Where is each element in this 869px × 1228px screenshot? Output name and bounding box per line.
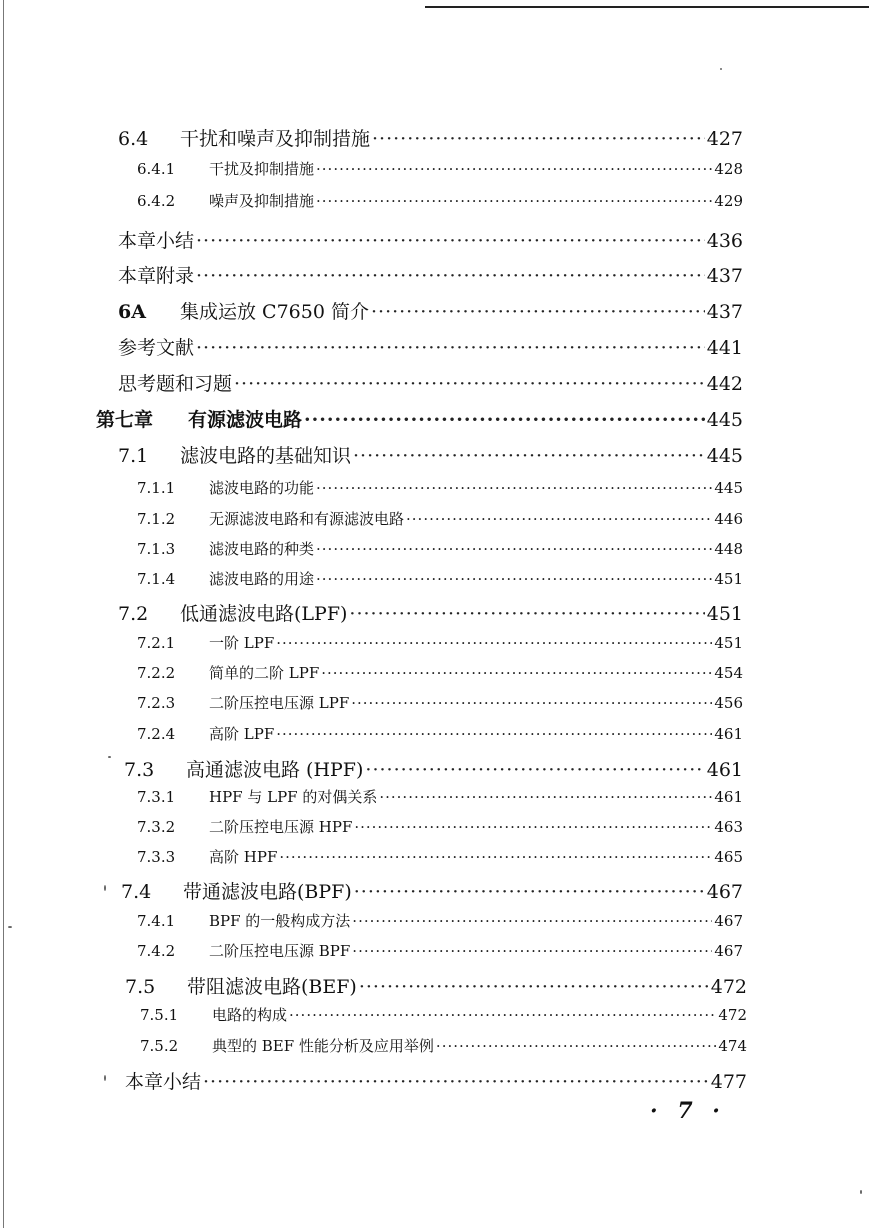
toc-leader: [279, 848, 712, 866]
page-number: · 7 ·: [650, 1098, 726, 1124]
toc-leader: [354, 881, 705, 903]
toc-title: HPF 与 LPF 的对偶关系: [209, 788, 378, 806]
toc-title: 一阶 LPF: [209, 634, 275, 652]
toc-number: 7.4.2: [137, 942, 176, 960]
toc-title: 干扰和噪声及抑制措施: [180, 128, 371, 150]
toc-leader: [321, 664, 712, 682]
toc-leader: [371, 301, 705, 323]
toc-entry: [137, 846, 743, 867]
toc-page: 451: [714, 570, 743, 588]
toc-title: 二阶压控电压源 BPF: [209, 942, 351, 960]
toc-number: 7.3: [124, 759, 155, 781]
toc-entry: [124, 755, 743, 782]
scan-speck: [108, 756, 111, 758]
toc-entry: [137, 723, 743, 744]
toc-entry: [137, 477, 743, 498]
toc-page: 465: [714, 848, 743, 866]
toc-number: 7.4.1: [137, 912, 176, 930]
toc-number: 7.1: [118, 445, 149, 467]
toc-page: 467: [714, 912, 743, 930]
toc-page: 461: [714, 788, 743, 806]
toc-leader: [276, 634, 712, 652]
toc-number: 7.2.3: [137, 694, 176, 712]
toc-entry: [118, 226, 743, 253]
scan-speck: [104, 885, 106, 891]
toc-leader: [349, 603, 704, 625]
toc-leader: [379, 788, 712, 806]
toc-number: 7.2: [118, 603, 149, 625]
scan-speck: [860, 1190, 862, 1194]
toc-entry: [137, 692, 743, 713]
toc-number: 6A: [118, 301, 146, 323]
toc-entry: [137, 190, 743, 211]
toc-number: 7.5.1: [140, 1006, 179, 1024]
toc-title: 滤波电路的功能: [209, 479, 315, 497]
toc-page: 467: [706, 881, 743, 903]
scan-speck: [8, 926, 12, 928]
toc-page: 428: [714, 160, 743, 178]
toc-entry: [125, 1067, 747, 1094]
toc-number: 7.2.2: [137, 664, 176, 682]
toc-page: 456: [714, 694, 743, 712]
toc-page: 451: [714, 634, 743, 652]
toc-title: 典型的 BEF 性能分析及应用举例: [212, 1037, 434, 1055]
toc-number: 7.4: [121, 881, 152, 903]
toc-title: 二阶压控电压源 HPF: [209, 818, 353, 836]
toc-leader: [289, 1006, 716, 1024]
toc-entry: [137, 158, 743, 179]
toc-entry: [118, 261, 743, 288]
toc-leader: [316, 540, 712, 558]
toc-entry: [137, 662, 743, 683]
toc-leader: [203, 1071, 709, 1093]
toc-leader: [352, 942, 712, 960]
toc-leader: [316, 192, 712, 210]
toc-page: 463: [714, 818, 743, 836]
toc-number: 7.3.2: [137, 818, 176, 836]
toc-entry: [137, 568, 743, 589]
toc-page: 437: [706, 301, 743, 323]
toc-page: 454: [714, 664, 743, 682]
toc-entry: [137, 538, 743, 559]
toc-leader: [196, 337, 705, 359]
toc-leader: [196, 265, 705, 287]
toc-page: 472: [710, 976, 747, 998]
toc-title: 干扰及抑制措施: [209, 160, 315, 178]
toc-title: 高通滤波电路 (HPF): [186, 759, 364, 781]
toc-leader: [406, 510, 712, 528]
toc-page: 477: [710, 1071, 747, 1093]
toc-number: 7.3.1: [137, 788, 176, 806]
toc-page: 441: [706, 337, 743, 359]
toc-title: 滤波电路的用途: [209, 570, 315, 588]
toc-title: 电路的构成: [212, 1006, 288, 1024]
toc-page: 461: [714, 725, 743, 743]
toc-title: 简单的二阶 LPF: [209, 664, 320, 682]
toc-number: 7.5.2: [140, 1037, 179, 1055]
toc-entry: [121, 877, 743, 904]
toc-leader: [365, 759, 704, 781]
toc-title: 高阶 LPF: [209, 725, 275, 743]
toc-title: 有源滤波电路: [188, 409, 303, 431]
toc-number: 7.5: [125, 976, 156, 998]
toc-page: 472: [718, 1006, 747, 1024]
toc-page: 445: [706, 445, 743, 467]
toc-entry: [118, 599, 743, 626]
toc-leader: [354, 818, 712, 836]
scan-speck: [104, 1075, 106, 1081]
toc-leader: [359, 976, 709, 998]
toc-entry: [137, 910, 743, 931]
toc-number: 7.2.1: [137, 634, 176, 652]
toc-number: 6.4.1: [137, 160, 176, 178]
toc-page: 474: [718, 1037, 747, 1055]
toc-leader: [276, 725, 712, 743]
scan-speck: [720, 68, 722, 70]
toc-entry: [118, 297, 743, 324]
toc-page: 467: [714, 942, 743, 960]
toc-leader: [316, 160, 712, 178]
toc-entry: [118, 333, 743, 360]
toc-leader: [372, 128, 705, 150]
toc-title: 参考文献: [118, 337, 195, 359]
toc-number: 7.1.4: [137, 570, 176, 588]
toc-title: 噪声及抑制措施: [209, 192, 315, 210]
toc-title: 高阶 HPF: [209, 848, 278, 866]
toc-title: 低通滤波电路(LPF): [180, 603, 348, 625]
toc-leader: [352, 912, 712, 930]
toc-page: 445: [706, 409, 743, 431]
toc-title: 无源滤波电路和有源滤波电路: [209, 510, 405, 528]
toc-title: 思考题和习题: [118, 373, 233, 395]
toc-title: 滤波电路的基础知识: [180, 445, 352, 467]
toc-title: 带阻滤波电路(BEF): [187, 976, 357, 998]
toc-number: 7.1.1: [137, 479, 176, 497]
toc-entry: [118, 124, 743, 151]
toc-leader: [304, 409, 705, 431]
toc-leader: [351, 694, 712, 712]
toc-leader: [316, 479, 712, 497]
toc-leader: [316, 570, 712, 588]
toc-entry: [140, 1004, 747, 1025]
toc-page: 451: [706, 603, 743, 625]
toc-entry: [137, 940, 743, 961]
toc-number: 7.3.3: [137, 848, 176, 866]
toc-title: 本章小结: [125, 1071, 202, 1093]
toc-leader: [436, 1037, 716, 1055]
toc-title: 本章附录: [118, 265, 195, 287]
toc-title: BPF 的一般构成方法: [209, 912, 351, 930]
toc-entry: [137, 816, 743, 837]
toc-page: 446: [714, 510, 743, 528]
toc-entry: [125, 972, 747, 999]
toc-leader: [234, 373, 705, 395]
top-rule: [425, 6, 869, 8]
toc-entry: [137, 786, 743, 807]
toc-page: 436: [706, 230, 743, 252]
toc-title: 本章小结: [118, 230, 195, 252]
toc-number: 7.1.3: [137, 540, 176, 558]
toc-leader: [353, 445, 705, 467]
toc-entry: [137, 632, 743, 653]
toc-title: 二阶压控电压源 LPF: [209, 694, 350, 712]
toc-page: 461: [706, 759, 743, 781]
toc-entry: [140, 1035, 747, 1056]
toc-number: 7.1.2: [137, 510, 176, 528]
toc-entry: [118, 441, 743, 468]
toc-title: 集成运放 C7650 简介: [180, 301, 369, 323]
toc-leader: [196, 230, 705, 252]
toc-number: 7.2.4: [137, 725, 176, 743]
toc-page: 429: [714, 192, 743, 210]
toc-number: 6.4: [118, 128, 149, 150]
toc-page: 445: [714, 479, 743, 497]
toc-title: 滤波电路的种类: [209, 540, 315, 558]
toc-page: 448: [714, 540, 743, 558]
toc-number: 第七章: [96, 409, 154, 431]
left-edge-line: [3, 0, 4, 1228]
toc-page: 442: [706, 373, 743, 395]
toc-page: 427: [706, 128, 743, 150]
toc-entry: [118, 369, 743, 396]
toc-number: 6.4.2: [137, 192, 176, 210]
toc-page: 437: [706, 265, 743, 287]
toc-chapter-entry: [96, 405, 743, 432]
toc-title: 带通滤波电路(BPF): [183, 881, 352, 903]
toc-entry: [137, 508, 743, 529]
